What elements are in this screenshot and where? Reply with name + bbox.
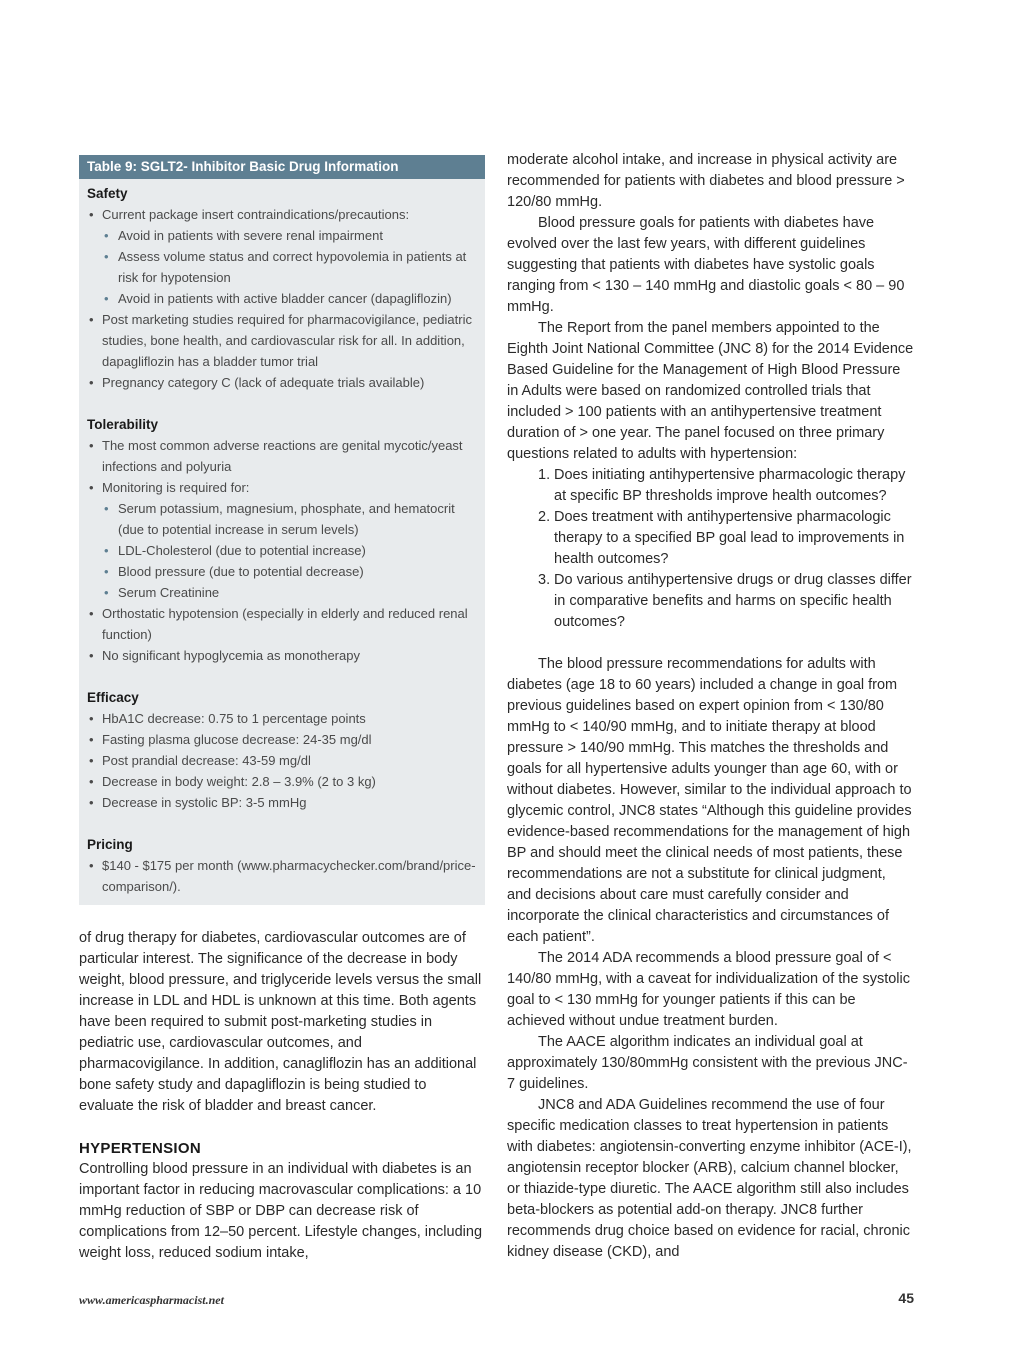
list-item: • Avoid in patients with severe renal impairment <box>87 225 477 246</box>
list-item: • The most common adverse reactions are genital mycotic/yeast infections and polyuria <box>87 435 477 477</box>
section-heading: HYPERTENSION <box>79 1140 201 1157</box>
list-item: • Blood pressure (due to potential decrease) <box>87 561 477 582</box>
table-title: Table 9: SGLT2- Inhibitor Basic Drug Information <box>79 155 485 179</box>
list-item: • Decrease in body weight: 2.8 – 3.9% (2 to 3 kg) <box>87 771 477 792</box>
efficacy-heading: Efficacy <box>87 690 139 705</box>
body-paragraph: Blood pressure goals for patients with diabetes have evolved over the last few years, with different guidelines suggesting that patients with diabetes have systolic goals ranging from < 130 – 140 mmHg and diastolic goals < 80 – 90 mmHg. <box>507 215 905 315</box>
safety-heading: Safety <box>87 186 128 201</box>
question-text: Does treatment with antihypertensive pharmacologic therapy to a specified BP goal lead to improvements in health outcomes? <box>554 509 905 567</box>
body-paragraph: Controlling blood pressure in an individual with diabetes is an important factor in reducing macrovascular complications: a 10 mmHg reduction of SBP or DBP can decrease risk of complications from 12–50 percent. Lifestyle changes, including weight loss, reduced sodium intake, <box>79 1161 483 1261</box>
list-item: • No significant hypoglycemia as monotherapy <box>87 645 477 666</box>
left-column <box>79 150 485 1264</box>
body-paragraph: The AACE algorithm indicates an individual goal at approximately 130/80mmHg consistent with the previous JNC-7 guidelines. <box>507 1034 908 1092</box>
question-item <box>507 465 914 507</box>
body-paragraph: The 2014 ADA recommends a blood pressure goal of < 140/80 mmHg, with a caveat for individualization of the systolic goal to < 130 mmHg for younger patients if this can be achieved without undue treatment burden. <box>507 950 910 1029</box>
tolerability-heading: Tolerability <box>87 417 159 432</box>
footer-url[interactable]: www.americaspharmacist.net <box>79 1293 224 1307</box>
body-paragraph: The Report from the panel members appointed to the Eighth Joint National Committee (JNC 8) for the 2014 Evidence Based Guideline for the Management of High Blood Pressure in Adults were based on randomized controlled trials that included > 100 patients with an antihypertensive treatment duration of > one year. The panel focused on three primary questions related to adults with hypertension: <box>507 320 914 462</box>
list-item: • Monitoring is required for: <box>87 477 477 498</box>
right-column <box>507 150 914 1263</box>
body-paragraph: of drug therapy for diabetes, cardiovascular outcomes are of particular interest. The significance of the decrease in body weight, blood pressure, and triglyceride levels versus the small increase in LDL and HDL is unknown at this time. Both agents have been required to submit post-marketing studies in pediatric use, cardiovascular outcomes, and pharmacovigilance. In addition, canagliflozin has an additional bone safety study and dapagliflozin is being studied to evaluate the risk of bladder and breast cancer. <box>79 930 482 1114</box>
body-paragraph: moderate alcohol intake, and increase in physical activity are recommended for patients with diabetes and blood pressure > 120/80 mmHg. <box>507 152 905 210</box>
list-item: • Fasting plasma glucose decrease: 24-35 mg/dl <box>87 729 477 750</box>
question-number: 3. <box>538 572 551 588</box>
list-item: • Orthostatic hypotension (especially in elderly and reduced renal function) <box>87 603 477 645</box>
list-item: • Decrease in systolic BP: 3-5 mmHg <box>87 792 477 813</box>
list-item: • HbA1C decrease: 0.75 to 1 percentage points <box>87 708 477 729</box>
list-item: • Post prandial decrease: 43-59 mg/dl <box>87 750 477 771</box>
question-number: 2. <box>538 509 551 525</box>
drug-info-table <box>79 155 485 905</box>
list-item: • Avoid in patients with active bladder cancer (dapagliflozin) <box>87 288 477 309</box>
list-item: • $140 - $175 per month (www.pharmacychecker.com/brand/price-comparison/). <box>87 855 477 897</box>
question-text: Does initiating antihypertensive pharmacologic therapy at specific BP thresholds improve health outcomes? <box>554 467 906 504</box>
list-item: • Assess volume status and correct hypovolemia in patients at risk for hypotension <box>87 246 477 288</box>
list-item: • Post marketing studies required for pharmacovigilance, pediatric studies, bone health, and cardiovascular risk for all. In addition, dapagliflozin has a bladder tumor trial <box>87 309 477 372</box>
body-paragraph: The blood pressure recommendations for adults with diabetes (age 18 to 60 years) included a change in goal from previous guidelines based on expert opinion from < 130/80 mmHg to < 140/90 mmHg, and to initiate therapy at blood pressure > 140/90 mmHg. This matches the thresholds and goals for all hypertensive adults younger than age 60, with or without diabetes. However, similar to the individual approach to glycemic control, JNC8 states “Although this guideline provides evidence-based recommendations for the management of high BP and should meet the clinical needs of most patients, these recommendations are not a substitute for clinical judgment, and decisions about care must carefully consider and incorporate the clinical characteristics and circumstances of each patient”. <box>507 656 912 945</box>
question-text: Do various antihypertensive drugs or drug classes differ in comparative benefits and harms on specific health outcomes? <box>554 572 912 630</box>
question-item <box>507 507 914 570</box>
list-item: • Serum potassium, magnesium, phosphate, and hematocrit (due to potential increase in serum levels) <box>87 498 477 540</box>
body-paragraph: JNC8 and ADA Guidelines recommend the use of four specific medication classes to treat hypertension in patients with diabetes: angiotensin-converting enzyme inhibitor (ACE-I), angiotensin receptor blocker (ARB), calcium channel blocker, or thiazide-type diuretic. The AACE algorithm still also includes beta-blockers as potential add-on therapy. JNC8 further recommends drug choice based on evidence for racial, chronic kidney disease (CKD), and <box>507 1097 912 1260</box>
list-item: • Pregnancy category C (lack of adequate trials available) <box>87 372 477 393</box>
list-item: • Current package insert contraindications/precautions: <box>87 204 477 225</box>
question-number: 1. <box>538 467 551 483</box>
list-item: • Serum Creatinine <box>87 582 477 603</box>
list-item: • LDL-Cholesterol (due to potential increase) <box>87 540 477 561</box>
page-number: 45 <box>898 1290 914 1306</box>
pricing-heading: Pricing <box>87 837 133 852</box>
question-item <box>507 570 914 633</box>
